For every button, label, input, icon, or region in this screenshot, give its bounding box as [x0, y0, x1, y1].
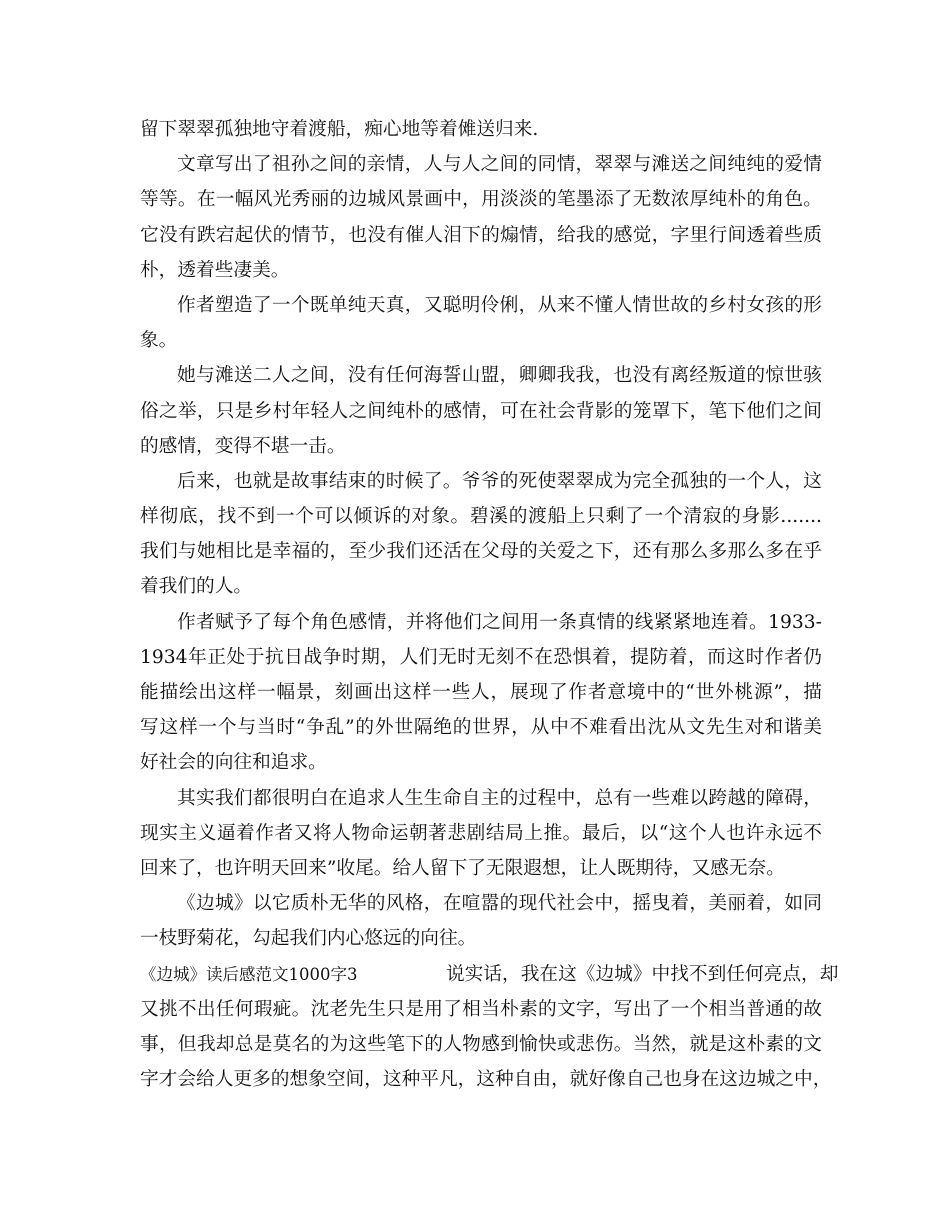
text-line: 作者塑造了一个既单纯天真，又聪明伶俐，从来不懂人情世故的乡村女孩的形: [177, 294, 822, 316]
text-line: 的感情，变得不堪一击。: [140, 435, 346, 457]
text-line: 写这样一个与当时“争乱”的外世隔绝的世界，从中不难看出沈从文先生对和谐美: [140, 717, 822, 739]
text-line: 一枝野菊花，勾起我们内心悠远的向往。: [140, 928, 477, 950]
text-line: 能描绘出这样一幅景，刻画出这样一些人，展现了作者意境中的“世外桃源”，描: [140, 682, 822, 703]
text-line: 留下翠翠孤独地守着渡船，痴心地等着傩送归来.: [140, 119, 539, 140]
text-line: 等等。在一幅风光秀丽的边城风景画中，用淡淡的笔墨添了无数浓厚纯朴的角色。: [140, 189, 822, 211]
text-line: 好社会的向往和追求。: [140, 752, 327, 774]
text-line: 俗之举，只是乡村年轻人之间纯朴的感情，可在社会背影的笼罩下，笔下他们之间: [140, 400, 822, 422]
text-line: 着我们的人。: [140, 576, 253, 598]
text-line: 作者赋予了每个角色感情，并将他们之间用一条真情的线紧紧地连着。1933-: [177, 611, 822, 633]
text-line: 象。: [140, 330, 178, 352]
text-inline: 说实话，我在这《边城》中找不到任何亮点，却: [446, 963, 839, 985]
text-line: 文章写出了祖孙之间的亲情，人与人之间的同情，翠翠与滩送之间纯纯的爱情: [177, 154, 822, 176]
text-line: 朴，透着些凄美。: [140, 259, 290, 281]
text-line: 它没有跌宕起伏的情节，也没有催人泪下的煽情，给我的感觉，字里行间透着些质: [140, 224, 822, 246]
text-line: 我们与她相比是幸福的，至少我们还活在父母的关爱之下，还有那么多那么多在乎: [140, 541, 822, 563]
section-heading: 《边城》读后感范文1000字3: [140, 964, 358, 984]
text-line: 现实主义逼着作者又将人物命运朝著悲剧结局上推。最后，以“这个人也许永远不: [140, 822, 822, 844]
text-line: 《边城》以它质朴无华的风格，在喧嚣的现代社会中，摇曳着，美丽着，如同: [177, 893, 822, 915]
text-line: 又挑不出任何瑕疵。沈老先生只是用了相当朴素的文字，写出了一个相当普通的故: [140, 998, 822, 1020]
section-heading-line: [140, 957, 839, 992]
text-line: 后来，也就是故事结束的时候了。爷爷的死使翠翠成为完全孤独的一个人，这: [177, 470, 822, 492]
text-line: 样彻底，找不到一个可以倾诉的对象。碧溪的渡船上只剩了一个清寂的身影.......: [140, 506, 822, 528]
text-line: 事，但我却总是莫名的为这些笔下的人物感到愉快或悲伤。当然，就是这朴素的文: [140, 1033, 822, 1055]
document-page: [140, 112, 839, 1097]
text-line: 字才会给人更多的想象空间，这种平凡，这种自由，就好像自己也身在这边城之中，: [140, 1069, 832, 1091]
text-line: 她与滩送二人之间，没有任何海誓山盟，卿卿我我，也没有离经叛道的惊世骇: [177, 365, 822, 387]
text-line: 1934年正处于抗日战争时期，人们无时无刻不在恐惧着，提防着，而这时作者仍: [140, 646, 822, 668]
text-line: 回来了，也许明天回来”收尾。给人留下了无限遐想，让人既期待，又感无奈。: [140, 857, 785, 879]
text-line: 其实我们都很明白在追求人生生命自主的过程中，总有一些难以跨越的障碍，: [177, 787, 822, 809]
